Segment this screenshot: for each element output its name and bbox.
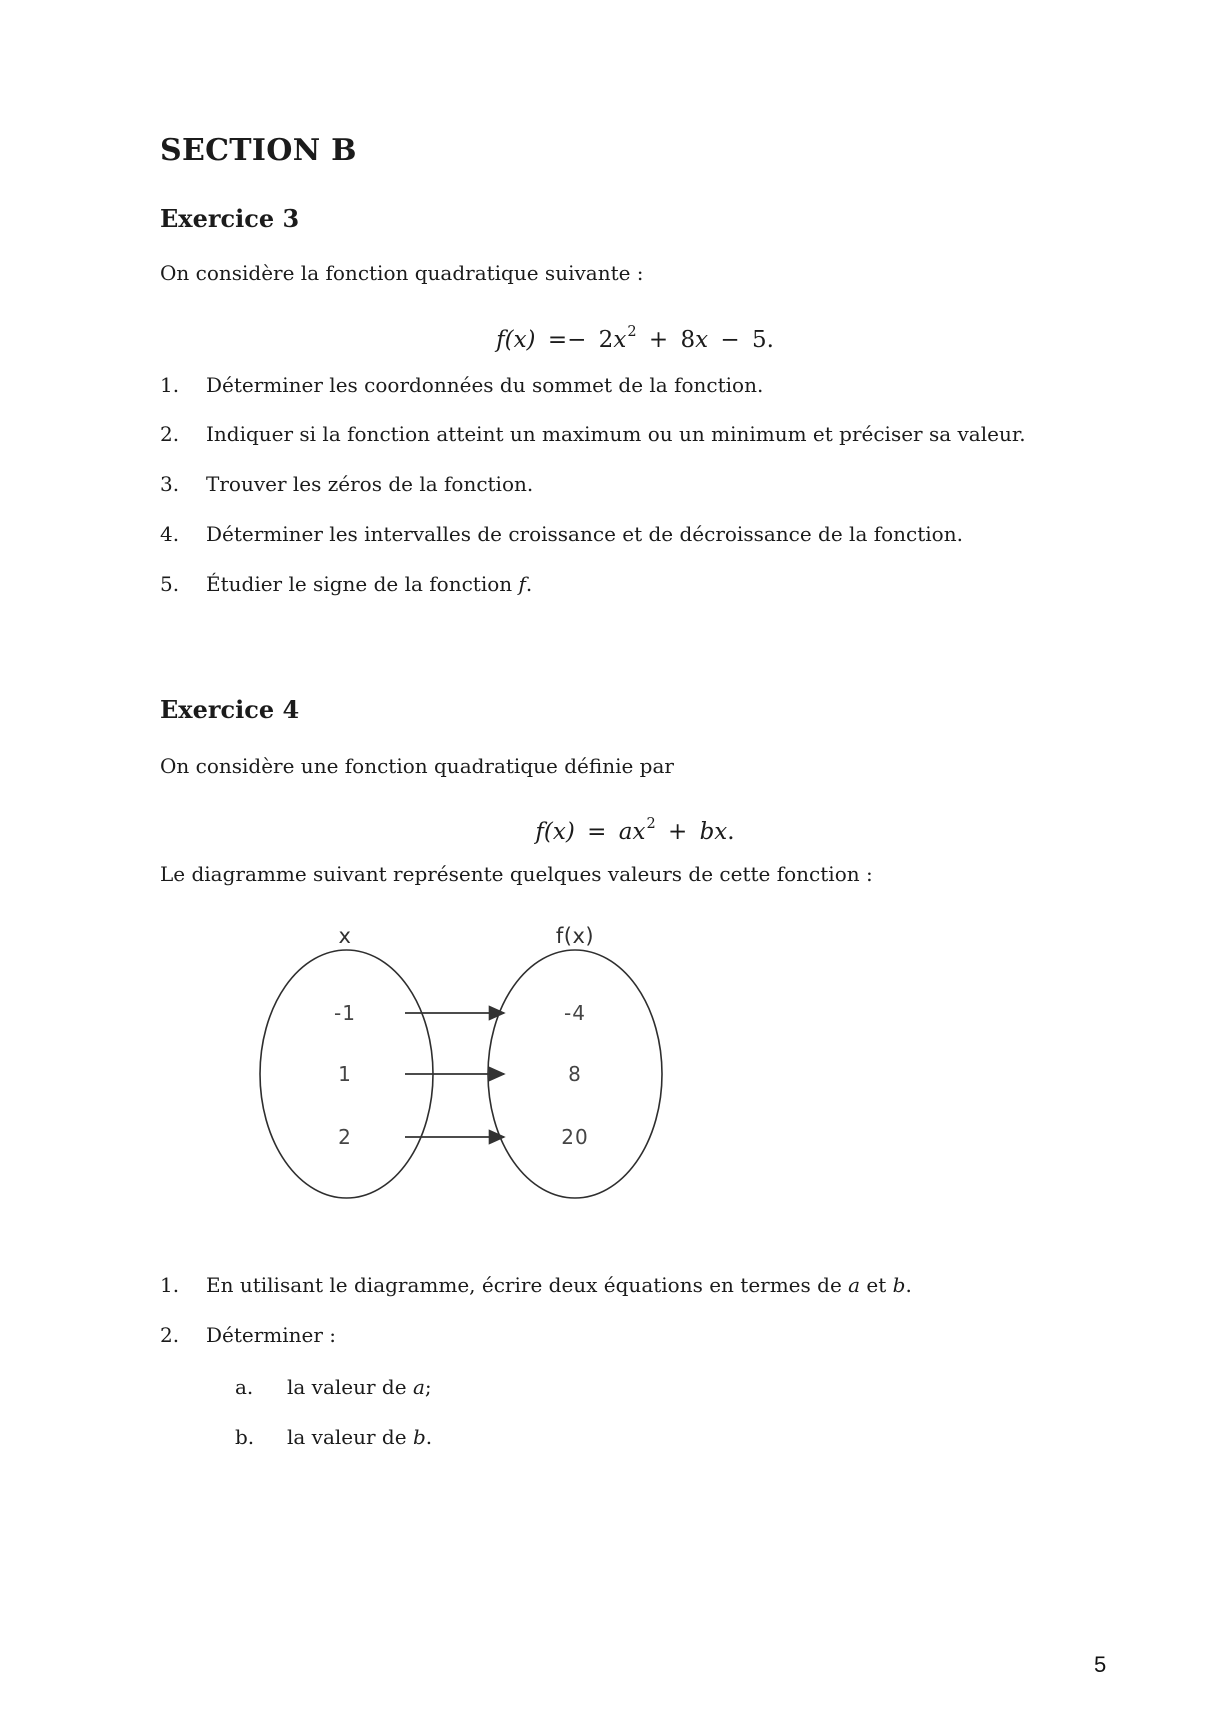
item-letter: b. [235, 1425, 255, 1449]
left-value: -1 [334, 1001, 356, 1025]
item-text [287, 1424, 432, 1451]
exercise3-formula [160, 317, 1110, 355]
item-text-part: En utilisant le diagramme, écrire deux équations en termes de [206, 1273, 849, 1297]
formula-segment: + [655, 819, 700, 845]
item-text: Déterminer les intervalles de croissance et de décroissance de la fonction. [206, 522, 963, 546]
item-text-part: la valeur de [287, 1375, 413, 1399]
exercise3-item [160, 372, 1120, 399]
formula-segment: x [613, 327, 627, 353]
right-value: 8 [568, 1062, 582, 1086]
formula-exponent: 2 [646, 816, 656, 832]
item-number: 5. [160, 572, 180, 596]
left-value: 2 [338, 1125, 352, 1149]
formula-segment: + 8 [636, 327, 696, 353]
formula-segment: bx [699, 819, 728, 845]
exercise3-item [160, 421, 1120, 448]
item-text-part: et [860, 1273, 893, 1297]
exercise3-intro: On considère la fonction quadratique suivante : [160, 261, 644, 285]
formula-segment: . [727, 819, 735, 845]
page-number: 5 [1094, 1652, 1107, 1677]
item-text [206, 1272, 912, 1299]
item-text-part: . [425, 1425, 433, 1449]
math-variable: b [412, 1425, 426, 1449]
exercise4-title: Exercice 4 [160, 695, 300, 724]
formula-segment: − 5. [708, 327, 774, 353]
math-variable: a [412, 1375, 425, 1399]
item-text [287, 1374, 432, 1401]
mapping-diagram [230, 900, 700, 1220]
item-text: Déterminer : [206, 1323, 337, 1347]
item-text-part: . [525, 572, 533, 596]
left-value: 1 [338, 1062, 352, 1086]
item-number: 1. [160, 373, 180, 397]
formula-segment: f(x) [496, 327, 536, 353]
item-number: 3. [160, 472, 180, 496]
exercise4-item [160, 1322, 1120, 1349]
formula-segment: x [695, 327, 709, 353]
exercise3-item [160, 471, 1120, 498]
item-text-part: . [905, 1273, 912, 1297]
right-value: 20 [561, 1125, 589, 1149]
exercise3-title: Exercice 3 [160, 204, 300, 233]
section-title: SECTION B [160, 133, 357, 168]
math-variable: f [518, 572, 526, 596]
item-text-part: ; [424, 1375, 432, 1399]
right-value: -4 [564, 1001, 586, 1025]
item-letter: a. [235, 1375, 254, 1399]
left-set-label: x [338, 924, 352, 948]
item-text: Déterminer les coordonnées du sommet de la fonction. [206, 373, 764, 397]
formula-segment: f(x) [535, 819, 575, 845]
exercise3-item [160, 571, 1120, 598]
exercise4-intro: On considère une fonction quadratique définie par [160, 754, 674, 778]
item-text: Indiquer si la fonction atteint un maximum ou un minimum et préciser sa valeur. [206, 422, 1026, 446]
exercise4-formula [160, 809, 1110, 847]
item-text [206, 571, 532, 598]
exercise3-item [160, 521, 1120, 548]
formula-segment: ax [618, 819, 646, 845]
formula-exponent: 2 [627, 324, 637, 340]
item-text-part: Étudier le signe de la fonction [206, 572, 519, 596]
right-set-label: f(x) [555, 924, 595, 948]
item-text-part: la valeur de [287, 1425, 413, 1449]
formula-segment: =− 2 [535, 327, 614, 353]
math-variable: b [892, 1273, 906, 1297]
exercise4-subitem [235, 1424, 935, 1451]
item-number: 2. [160, 422, 180, 446]
exercise4-subitem [235, 1374, 935, 1401]
diagram-caption: Le diagramme suivant représente quelques valeurs de cette fonction : [160, 862, 873, 886]
math-variable: a [848, 1273, 861, 1297]
item-number: 1. [160, 1273, 180, 1297]
item-text: Trouver les zéros de la fonction. [206, 472, 534, 496]
item-number: 4. [160, 522, 180, 546]
item-number: 2. [160, 1323, 180, 1347]
exercise4-item [160, 1272, 1120, 1299]
formula-segment: = [574, 819, 619, 845]
